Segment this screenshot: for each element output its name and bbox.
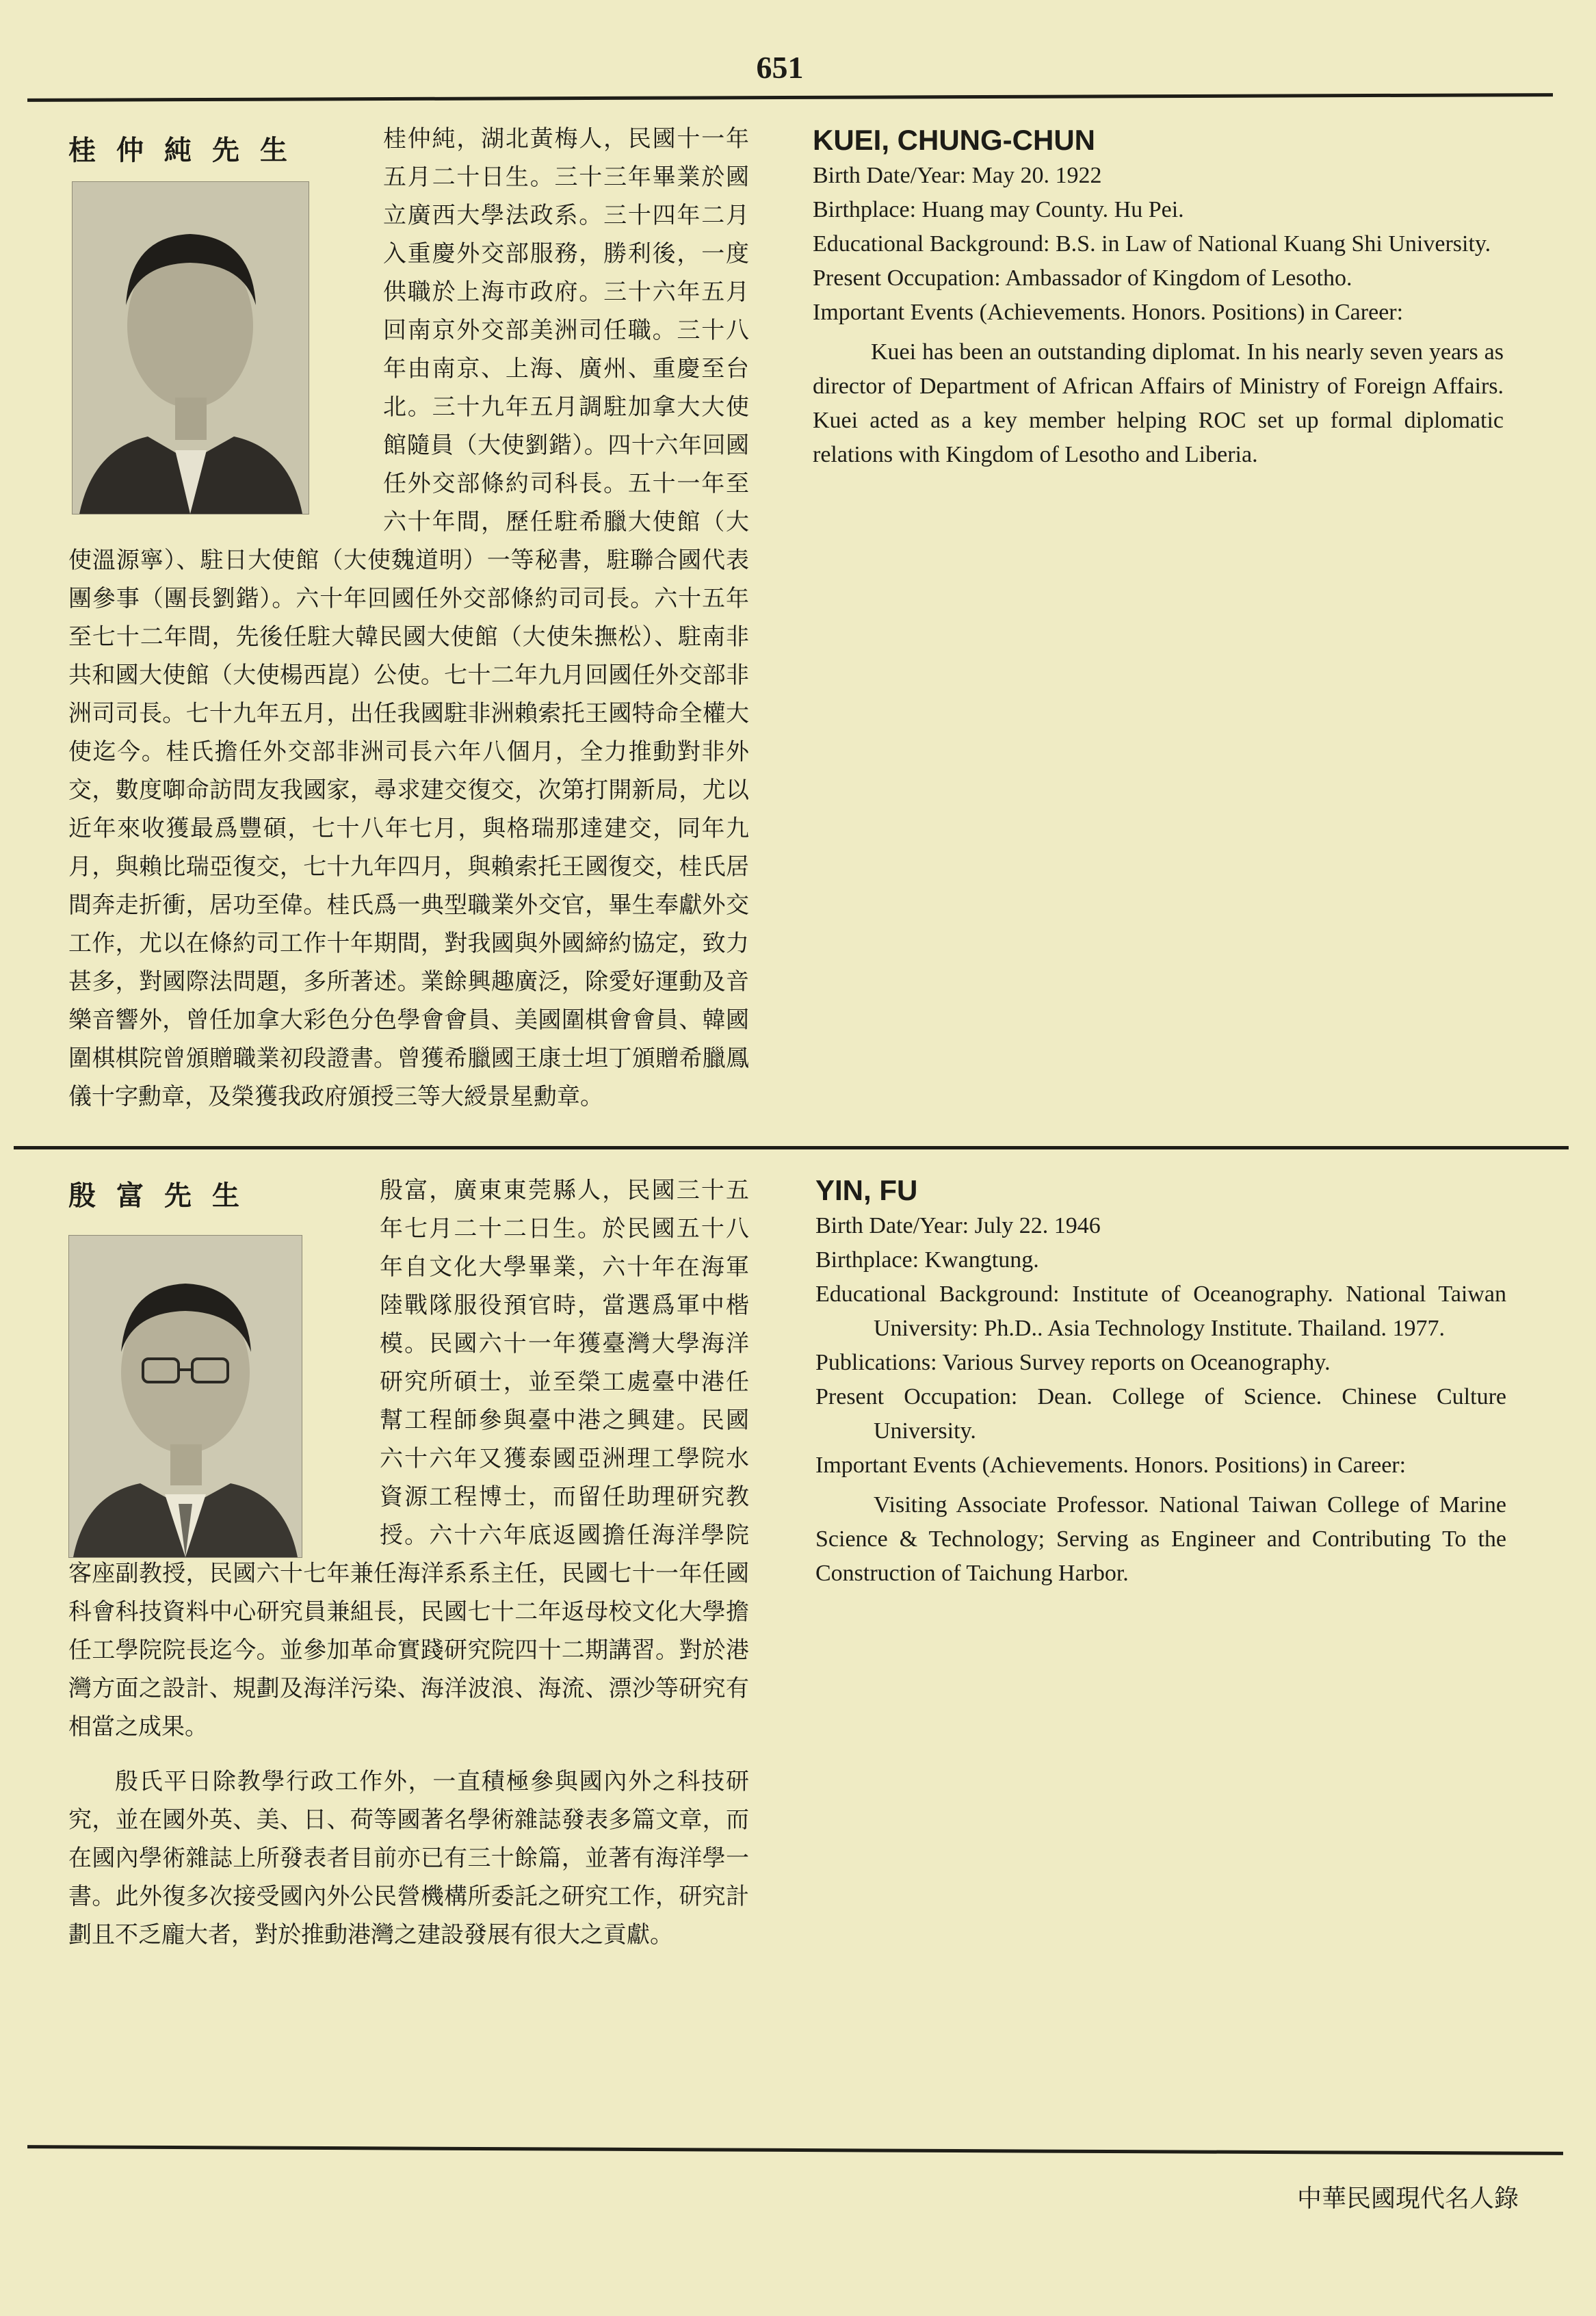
entry-2-chinese-paragraph-2: 殷氏平日除教學行政工作外，一直積極參與國內外之科技研究，並在國外英、美、日、荷等國著名學術雜誌發表多篇文章，而在國內學術雜誌上所發表者目前亦已有三十餘篇，並著有海洋學一書。此外復多次接受國內外公民營機構所委託之研究工作，研究計劃且不乏龐大者，對於推動港灣之建設發展有很大之貢獻。 xyxy=(68,1768,749,1949)
footer-book-title: 中華民國現代名人錄 xyxy=(1296,2185,1519,2213)
entry-2-portrait-photo xyxy=(68,1235,302,1558)
entry-1-events-label: Important Events (Achievements. Honors. Positions) in Career: xyxy=(813,300,1404,325)
entry-2-events-label: Important Events (Achievements. Honors. Positions) in Career: xyxy=(815,1453,1407,1478)
entry-1-education: Educational Background: B.S. in Law of National Kuang Shi University. xyxy=(813,231,1491,257)
entry-2-occupation: Present Occupation: Dean. College of Science. Chinese Culture University. xyxy=(815,1384,1506,1444)
entry-1-chinese-name: 桂仲純先生 xyxy=(68,135,308,166)
entry-1-chinese-paragraph: 桂仲純，湖北黃梅人，民國十一年五月二十日生。三十三年畢業於國立廣西大學法政系。三十四年二月入重慶外交部服務，勝利後，一度供職於上海市政府。三十六年五月回南京外交部美洲司任職。三十八年由南京、上海、廣州、重慶至台北。三十九年五月調駐加拿大大使館隨員（大使劉鍇）。四十六年回國任外交部條約司科長。五十一年至六十年間，歷任駐希臘大使館（大使溫源寧）、駐日大使館（大使魏道明）一等秘書，駐聯合國代表團參事（團長劉鍇）。六十年回國任外交部條約司司長。六十五年至七十二年間，先後任駐大韓民國大使館（大使朱撫松）、駐南非共和國大使館（大使楊西崑）公使。七十二年九月回國任外交部非洲司司長。七十九年五月，出任我國駐非洲賴索托王國特命全權大使迄今。桂氏擔任外交部非洲司長六年八個月，全力推動對非外交，數度啣命訪問友我國家，尋求建交復交，次第打開新局，尤以近年來收獲最爲豐碩，七十八年七月，與格瑞那達建交，同年九月，與賴比瑞亞復交，七十九年四月，與賴索托王國復交，桂氏居間奔走折衝，居功至偉。桂氏爲一典型職業外交官，畢生奉獻外交工作，尤以在條約司工作十年期間，對我國與外國締約協定，致力甚多，對國際法問題，多所著述。業餘興趣廣泛，除愛好運動及音樂音響外，曾任加拿大彩色分色學會會員、美國圍棋會會員、韓國圍棋棋院曾頒贈職業初段證書。曾獲希臘國王康士坦丁頒贈希臘鳳儀十字勳章，及榮獲我政府頒授三等大綬景星勳章。 xyxy=(68,125,749,1110)
entry-2-english xyxy=(815,1173,1506,1591)
page-number: 651 xyxy=(756,50,804,85)
entry-2-education: Educational Background: Institute of Oceanography. National Taiwan University: Ph.D.. Asia Technology Institute. Thailand. 1977. xyxy=(815,1281,1506,1341)
portrait-placeholder-icon xyxy=(69,1236,302,1557)
entry-2-events-paragraph: Visiting Associate Professor. National Taiwan College of Marine Science & Technology; Serving as Engineer and Contributing To the Construction of Taichung Harbor. xyxy=(815,1492,1506,1586)
portrait-placeholder-icon xyxy=(73,182,309,514)
entry-2-publications: Publications: Various Survey reports on Oceanography. xyxy=(815,1350,1331,1375)
entry-1-birth-date: Birth Date/Year: May 20. 1922 xyxy=(813,163,1102,188)
entry-1-english-name: KUEI, CHUNG-CHUN xyxy=(813,124,1095,156)
bottom-rule xyxy=(27,2145,1563,2155)
entry-2-birth-date: Birth Date/Year: July 22. 1946 xyxy=(815,1213,1101,1238)
entry-1-english xyxy=(813,123,1504,472)
section-divider xyxy=(14,1146,1569,1149)
entry-1-portrait-photo xyxy=(72,181,309,515)
entry-1-birthplace: Birthplace: Huang may County. Hu Pei. xyxy=(813,197,1184,222)
entry-2-birthplace: Birthplace: Kwangtung. xyxy=(815,1247,1039,1273)
entry-2-english-name: YIN, FU xyxy=(815,1174,918,1206)
entry-2-chinese-name: 殷富先生 xyxy=(68,1180,260,1212)
top-rule xyxy=(27,93,1553,102)
entry-2-chinese-paragraph: 殷富，廣東東莞縣人，民國三十五年七月二十二日生。於民國五十八年自文化大學畢業，六十年在海軍陸戰隊服役預官時，當選爲軍中楷模。民國六十一年獲臺灣大學海洋研究所碩士，並至榮工處臺中港任幫工程師參與臺中港之興建。民國六十六年又獲泰國亞洲理工學院水資源工程博士，而留任助理研究教授。六十六年底返國擔任海洋學院客座副教授，民國六十七年兼任海洋系系主任，民國七十一年任國科會科技資料中心研究員兼組長，民國七十二年返母校文化大學擔任工學院院長迄今。並參加革命實踐研究院四十二期講習。對於港灣方面之設計、規劃及海洋污染、海洋波浪、海流、漂沙等研究有相當之成果。 xyxy=(68,1177,749,1741)
entry-1-events-paragraph: Kuei has been an outstanding diplomat. In his nearly seven years as director of Department of African Affairs of Ministry of Foreign Affairs. Kuei acted as a key member helping ROC set up formal diplomatic relations with Kingdom of Lesotho and Liberia. xyxy=(813,339,1504,467)
entry-1-occupation: Present Occupation: Ambassador of Kingdom of Lesotho. xyxy=(813,265,1352,291)
